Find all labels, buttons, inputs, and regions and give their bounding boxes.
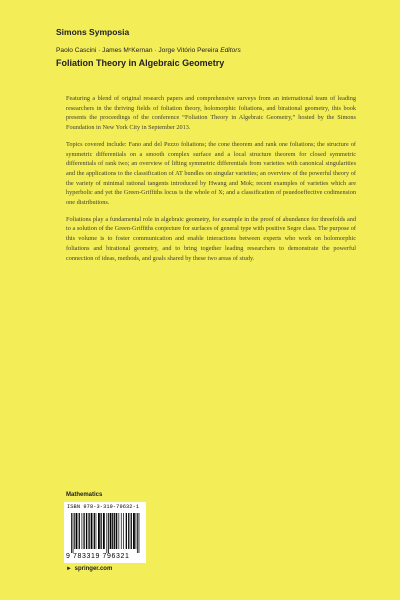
barcode-bar bbox=[110, 513, 112, 549]
barcode-bar bbox=[133, 513, 135, 549]
barcode-bar bbox=[128, 513, 129, 549]
blurb-paragraph-purpose: Foliations play a fundamental role in algebraic geometry, for example in the proof of abundance for threefolds and to a solution of the Green-Griffiths conjecture for surfaces of general type with positive Segre class. The purpose of this volume is to foster communication and enable interactions between experts who work on holomorphic foliations and birational geometry, and to bring together leading researchers to demonstrate the powerful connection of ideas, methods, and goals shared by these two areas of study. bbox=[66, 215, 356, 262]
publisher-url bbox=[66, 566, 112, 572]
barcode-bar bbox=[71, 513, 72, 553]
isbn-barcode bbox=[64, 502, 146, 563]
barcode-bar bbox=[73, 513, 74, 553]
subject-label: Mathematics bbox=[66, 492, 103, 498]
barcode-bar bbox=[121, 513, 122, 549]
barcode-bar bbox=[136, 513, 137, 549]
barcode-bar bbox=[114, 513, 115, 549]
barcode-bar bbox=[123, 513, 124, 549]
barcode-bar bbox=[137, 513, 138, 553]
barcode-bar bbox=[74, 513, 75, 549]
barcode-bar bbox=[76, 513, 78, 549]
barcode-bar bbox=[108, 513, 109, 553]
barcode-bar bbox=[88, 513, 89, 549]
barcode-bar bbox=[119, 513, 120, 549]
series-name: Simons Symposia bbox=[56, 27, 130, 37]
book-title: Foliation Theory in Algebraic Geometry bbox=[56, 58, 225, 68]
barcode-bar bbox=[96, 513, 97, 549]
blurb-paragraph-intro: Featuring a blend of original research papers and comprehensive surveys from an international team of leading researchers in the thriving fields of foliation theory, holomorphic foliations, and birational geometry, this book presents the proceedings of the conference “Foliation Theory in Algebraic Geometry,” hosted by the Simons Foundation in New York City in September 2013. bbox=[66, 95, 356, 132]
blurb-paragraph-topics: Topics covered include: Fano and del Pezzo foliations; the cone theorem and rank one foliations; the structure of symmetric differentials on a smooth complex surface and a local structure theorem for closed symmetric differentials of rank two; an overview of lifting symmetric differentials from varieties with canonical singularities and the applications to the classification of AT bundles on singular varieties; an overview of the powerful theory of the variety of minimal rational tangents introduced by Hwang and Mok; recent examples of varieties which are hyperbolic and yet the Green-Griffiths locus is the whole of X; and a classification of psuedoeffective codimension one distributions. bbox=[66, 140, 356, 207]
barcode-bar bbox=[79, 513, 80, 549]
barcode-bars bbox=[71, 513, 141, 553]
arrow-right-icon: ► bbox=[66, 566, 72, 572]
blurb bbox=[66, 94, 356, 270]
barcode-bar bbox=[116, 513, 117, 549]
isbn-label: ISBN 978-3-319-79632-1 bbox=[67, 504, 140, 510]
barcode-bar bbox=[101, 513, 102, 549]
barcode-bar bbox=[82, 513, 83, 549]
barcode-bar bbox=[106, 513, 107, 553]
publisher-link[interactable]: springer.com bbox=[74, 566, 113, 572]
barcode-bar bbox=[126, 513, 127, 549]
barcode-bar bbox=[83, 513, 84, 549]
editors-role: Editors bbox=[220, 47, 241, 54]
barcode-bar bbox=[131, 513, 132, 549]
barcode-bar bbox=[98, 513, 100, 549]
editors-line bbox=[56, 47, 241, 54]
barcode-bar bbox=[89, 513, 90, 549]
barcode-bar bbox=[86, 513, 87, 549]
editor-names: Paolo Cascini · James MᶜKernan · Jorge Vitório Pereira bbox=[56, 47, 219, 54]
barcode-bar bbox=[139, 513, 140, 553]
barcode-bar bbox=[112, 513, 113, 549]
barcode-digits: 9 783319 796321 bbox=[66, 553, 130, 560]
barcode-bar bbox=[103, 513, 105, 549]
barcode-bar bbox=[91, 513, 93, 549]
barcode-bar bbox=[94, 513, 95, 549]
